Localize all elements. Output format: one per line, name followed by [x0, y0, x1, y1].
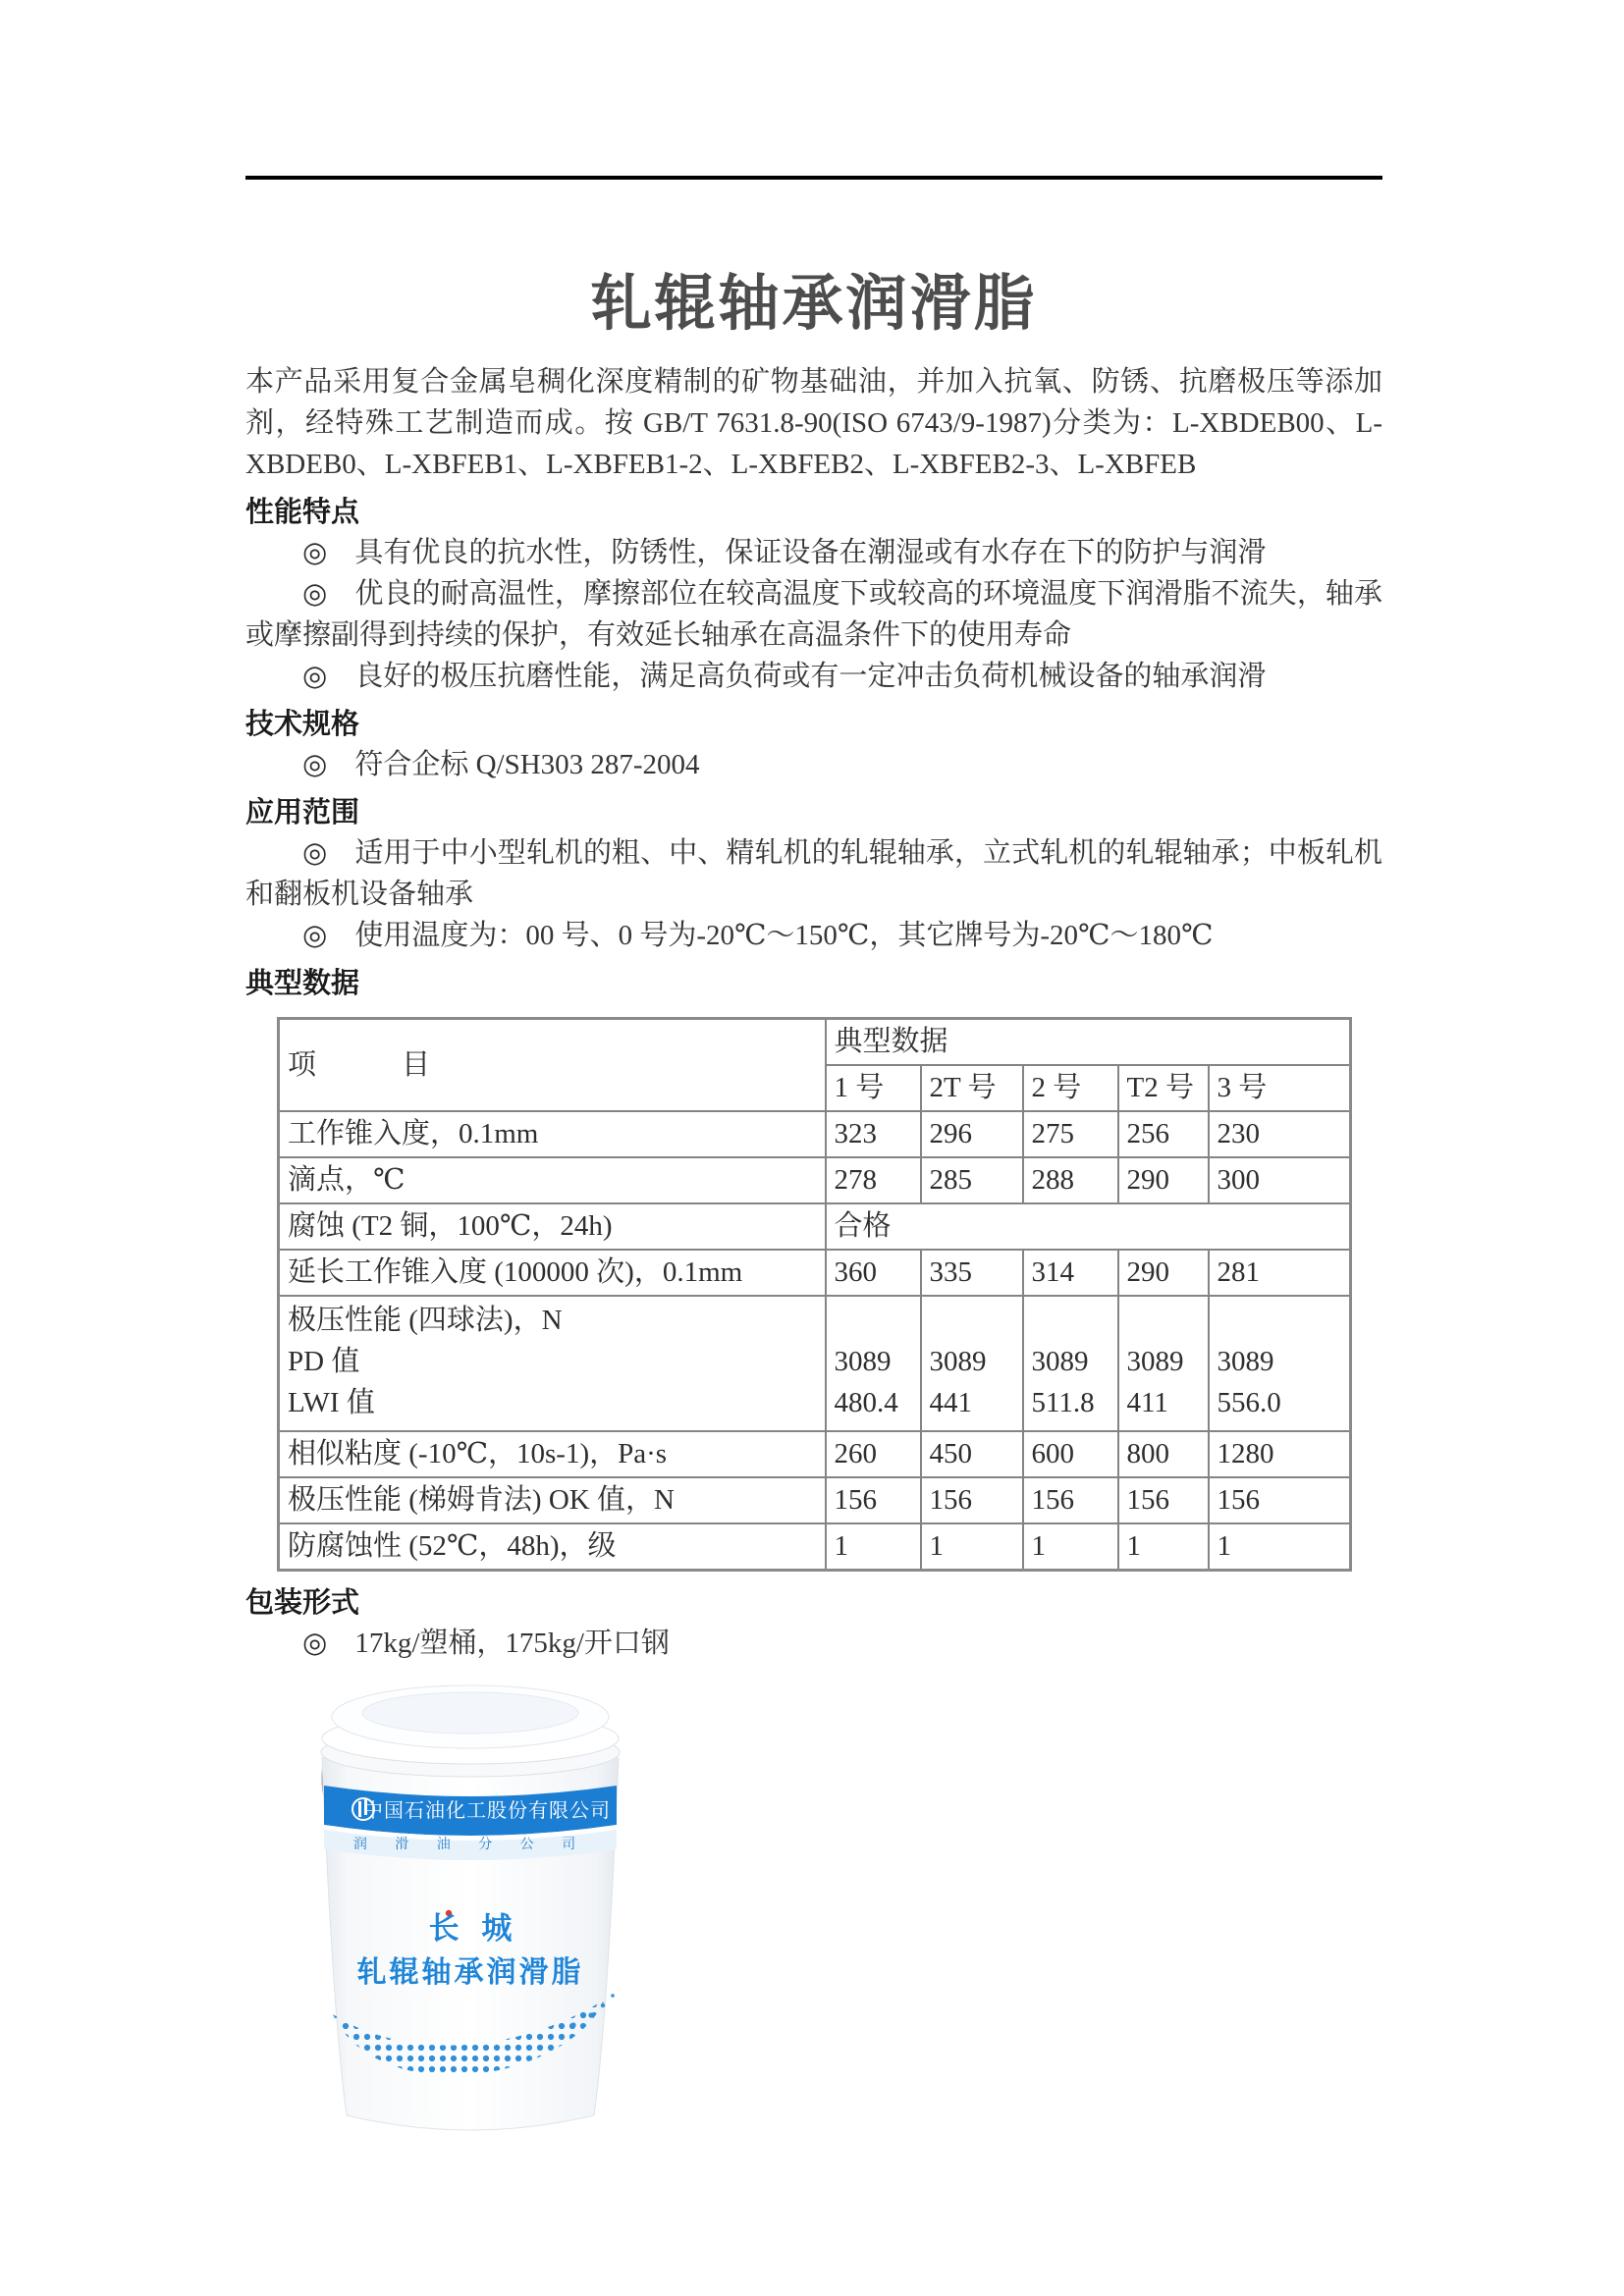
cell-value: 230 — [1209, 1111, 1351, 1157]
cell-value: 3089 480.4 — [826, 1296, 921, 1431]
table-row — [279, 1431, 1351, 1477]
table-row — [279, 1250, 1351, 1296]
feature-item — [245, 656, 1382, 697]
table-header-row-group — [279, 1019, 1351, 1066]
cell-value: 1 — [1118, 1523, 1209, 1571]
cell-value: 600 — [1023, 1431, 1118, 1477]
cell-value: 278 — [826, 1157, 921, 1203]
header-rule — [245, 176, 1382, 180]
cell-value: 314 — [1023, 1250, 1118, 1296]
cell-value: 290 — [1118, 1250, 1209, 1296]
bullseye-bullet-icon: ◎ — [302, 537, 328, 568]
cell-value: 300 — [1209, 1157, 1351, 1203]
cell-value: 256 — [1118, 1111, 1209, 1157]
cell-value: 296 — [921, 1111, 1023, 1157]
grade-header-cell: 2 号 — [1023, 1065, 1118, 1111]
cell-value: 156 — [921, 1477, 1023, 1523]
cell-value: 275 — [1023, 1111, 1118, 1157]
section-heading-specs: 技术规格 — [245, 707, 360, 740]
typical-data-table — [277, 1017, 1352, 1572]
row-label: 极压性能 (梯姆肯法) OK 值，N — [279, 1477, 826, 1523]
cell-value: 288 — [1023, 1157, 1118, 1203]
cell-value: 1 — [826, 1523, 921, 1571]
row-label — [279, 1296, 826, 1431]
bullseye-bullet-icon: ◎ — [302, 749, 328, 780]
division-text: 润 滑 油 分 公 司 — [352, 1837, 588, 1852]
bucket-lid — [321, 1685, 620, 1777]
company-name-text: 中国石油化工股份有限公司 — [363, 1798, 611, 1822]
grade-header-cell: 2T 号 — [921, 1065, 1023, 1111]
cell-value: 1 — [1023, 1523, 1118, 1571]
cell-value: 3089 411 — [1118, 1296, 1209, 1431]
cell-value: 285 — [921, 1157, 1023, 1203]
application-item — [245, 915, 1382, 956]
feature-item-text: 优良的耐高温性，摩擦部位在较高温度下或较高的环境温度下润滑脂不流失，轴承或摩擦副得到持续的保护，有效延长轴承在高温条件下的使用寿命 — [245, 578, 1382, 651]
cell-value: 3089 441 — [921, 1296, 1023, 1431]
bullseye-bullet-icon: ◎ — [302, 1628, 328, 1659]
packaging-item-text: 17kg/塑桶，175kg/开口钢 — [354, 1628, 670, 1659]
application-item-text: 适用于中小型轧机的粗、中、精轧机的轧辊轴承，立式轧机的轧辊轴承；中板轧机和翻板机设备轴承 — [245, 837, 1382, 910]
ep-title: 极压性能 (四球法)，N — [288, 1305, 563, 1336]
feature-item — [245, 532, 1382, 573]
feature-item-text: 良好的极压抗磨性能，满足高负荷或有一定冲击负荷机械设备的轴承润滑 — [354, 661, 1267, 692]
product-name-text: 轧辊轴承润滑脂 — [356, 1955, 584, 1990]
cell-value: 156 — [1023, 1477, 1118, 1523]
label-band — [324, 1786, 617, 1860]
cell-value: 3089 556.0 — [1209, 1296, 1351, 1431]
bullseye-bullet-icon: ◎ — [302, 578, 328, 610]
section-heading-packaging: 包装形式 — [245, 1585, 360, 1619]
table-row-extreme-pressure — [279, 1296, 1351, 1431]
bullseye-bullet-icon: ◎ — [302, 661, 328, 692]
row-label: 防腐蚀性 (52℃，48h)，级 — [279, 1523, 826, 1571]
cell-value: 1 — [1209, 1523, 1351, 1571]
cell-value: 156 — [1209, 1477, 1351, 1523]
intro-paragraph: 本产品采用复合金属皂稠化深度精制的矿物基础油，并加入抗氧、防锈、抗磨极压等添加剂，经特殊工艺制造而成。按 GB/T 7631.8-90(ISO 6743/9-1987)分类为：L-XBDEB00、L-XBDEB0、L-XBFEB1、L-XBFEB1-2、L-XBFEB2、L-XBFEB2-3、L-XBFEB — [245, 366, 1382, 480]
grade-header-cell: 1 号 — [826, 1065, 921, 1111]
bucket-illustration — [308, 1676, 632, 2166]
grade-header-cell: 3 号 — [1209, 1065, 1351, 1111]
document-content — [245, 181, 1382, 2166]
packaging-item — [245, 1623, 1382, 1664]
feature-item-text: 具有优良的抗水性，防锈性，保证设备在潮湿或有水存在下的防护与润滑 — [354, 537, 1267, 568]
cell-value: 800 — [1118, 1431, 1209, 1477]
ep-pd-label: PD 值 — [288, 1346, 360, 1377]
table-row — [279, 1523, 1351, 1571]
section-heading-typical-data: 典型数据 — [245, 966, 360, 999]
table-row — [279, 1477, 1351, 1523]
cell-value: 3089 511.8 — [1023, 1296, 1118, 1431]
cell-value: 335 — [921, 1250, 1023, 1296]
cell-value: 450 — [921, 1431, 1023, 1477]
bullseye-bullet-icon: ◎ — [302, 920, 328, 951]
row-label: 工作锥入度，0.1mm — [279, 1111, 826, 1157]
cell-value: 156 — [1118, 1477, 1209, 1523]
row-label: 腐蚀 (T2 铜，100℃，24h) — [279, 1203, 826, 1250]
table-row — [279, 1203, 1351, 1250]
row-label: 延长工作锥入度 (100000 次)，0.1mm — [279, 1250, 826, 1296]
section-heading-features: 性能特点 — [245, 495, 360, 528]
spec-item-text: 符合企标 Q/SH303 287-2004 — [354, 749, 700, 780]
cell-value: 1280 — [1209, 1431, 1351, 1477]
item-column-header: 项 目 — [279, 1019, 826, 1112]
group-header-cell: 典型数据 — [826, 1019, 1351, 1066]
application-item-text: 使用温度为：00 号、0 号为-20℃～150℃，其它牌号为-20℃～180℃ — [354, 920, 1214, 951]
row-label: 相似粘度 (-10℃，10s-1)，Pa·s — [279, 1431, 826, 1477]
cell-value: 360 — [826, 1250, 921, 1296]
page-title: 轧辊轴承润滑脂 — [590, 267, 1038, 339]
grade-header-cell: T2 号 — [1118, 1065, 1209, 1111]
cell-value: 323 — [826, 1111, 921, 1157]
ep-lwi-label: LWI 值 — [288, 1387, 375, 1418]
feature-item — [245, 573, 1382, 656]
bullseye-bullet-icon: ◎ — [302, 837, 328, 869]
application-item — [245, 832, 1382, 915]
cell-value: 156 — [826, 1477, 921, 1523]
spec-item — [245, 744, 1382, 785]
section-heading-application: 应用范围 — [245, 795, 360, 828]
cell-value: 260 — [826, 1431, 921, 1477]
product-bucket-photo — [308, 1676, 632, 2166]
cell-value: 281 — [1209, 1250, 1351, 1296]
row-label: 滴点，℃ — [279, 1157, 826, 1203]
table-row — [279, 1157, 1351, 1203]
cell-span-value: 合格 — [826, 1203, 1351, 1250]
brand-text: 长 城 — [428, 1911, 518, 1947]
table-row — [279, 1111, 1351, 1157]
cell-value: 1 — [921, 1523, 1023, 1571]
cell-value: 290 — [1118, 1157, 1209, 1203]
